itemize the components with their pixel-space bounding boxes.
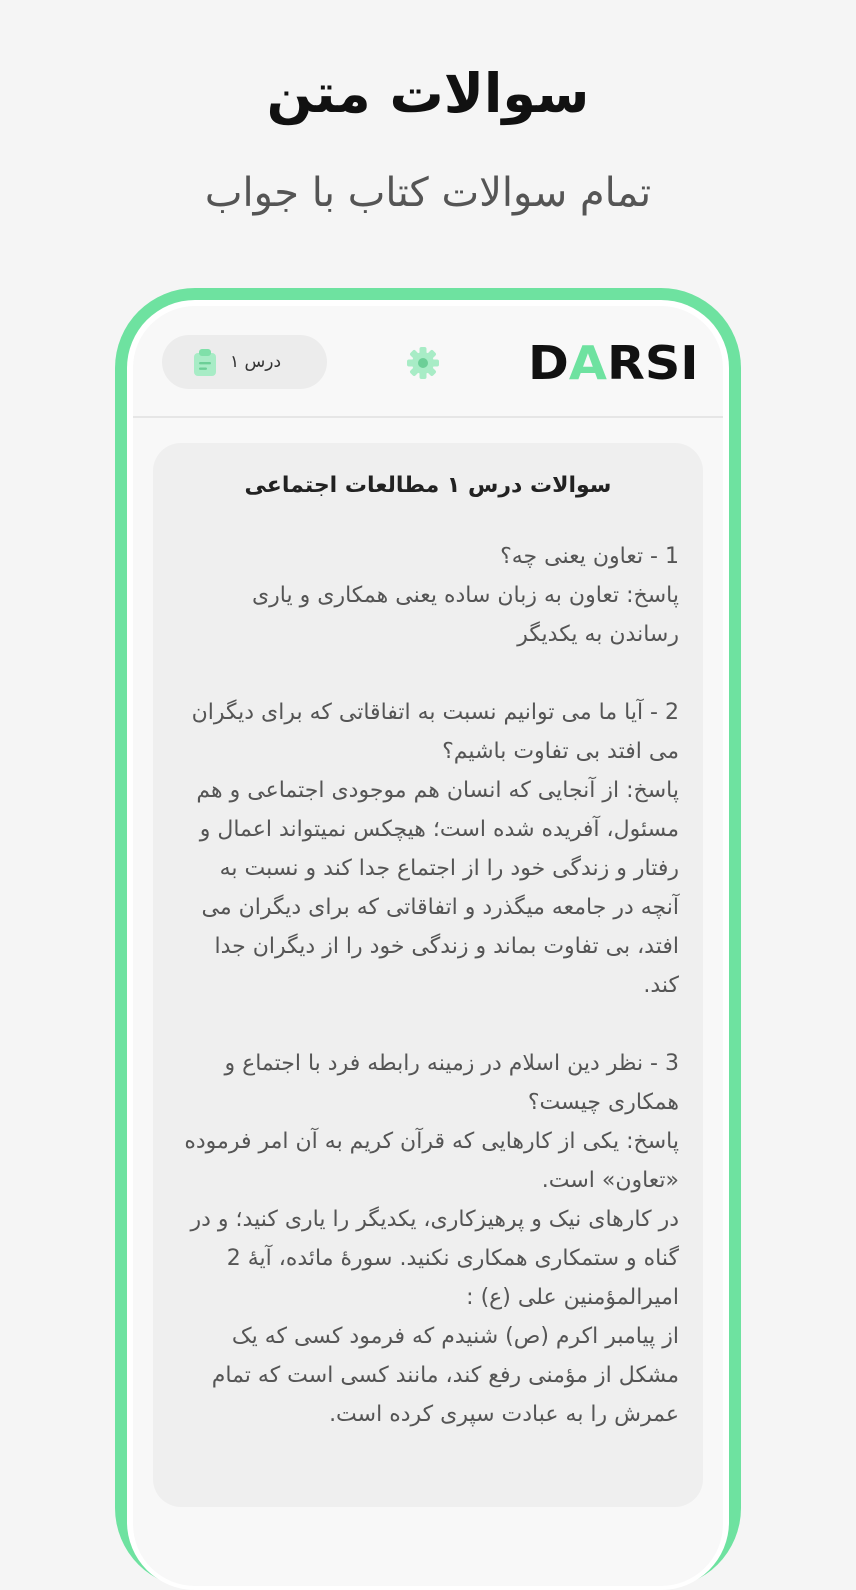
logo-letters-rsi: RSI	[606, 336, 699, 390]
questions-card	[153, 443, 703, 1507]
app-logo	[528, 338, 699, 388]
phone-screen	[127, 300, 729, 1590]
clipboard-icon	[193, 349, 217, 381]
card-title: سوالات درس ۱ مطالعات اجتماعی	[244, 473, 612, 498]
promo-subtitle: تمام سوالات کتاب با جواب	[204, 170, 652, 216]
logo-letter-a: A	[568, 336, 607, 390]
app-screen	[133, 306, 723, 1586]
gear-icon[interactable]	[405, 345, 441, 381]
lesson-selector-button[interactable]	[162, 335, 327, 389]
lesson-label: درس ۱	[230, 352, 282, 372]
promo-title: سوالات متن	[266, 62, 590, 125]
logo-letter-d: D	[528, 336, 569, 390]
phone-frame	[115, 288, 741, 1588]
app-bar	[133, 306, 723, 418]
questions-text: 1 - تعاون یعنی چه؟ پاسخ: تعاون به زبان ساده یعنی همکاری و یاری رساندن به یکدیگر 2 - آیا ما می توانیم نسبت به اتفاقاتی که برای دیگران می افتد بی تفاوت باشیم؟ پاسخ: از آنجایی که انسان هم موجودی اجتماعی و هم مسئول، آفریده شده است؛ هیچکس نمیتواند اعمال و رفتار و زندگی خود را از اجتماع جدا کند و نسبت به آنچه در جامعه میگذرد و اتفاقاتی که برای دیگران می افتد، بی تفاوت بماند و زندگی خود را از دیگران جدا کند. 3 - نظر دین اسلام در زمینه رابطه فرد با اجتماع و همکاری چیست؟ پاسخ: یکی از کارهایی که قرآن کریم به آن امر فرموده «تعاون» است. در کارهای نیک و پرهیزکاری، یکدیگر را یاری کنید؛ و در گناه و ستمکاری همکاری نکنید. سورهٔ مائده، آیهٔ 2 امیرالمؤمنین علی (ع) : از پیامبر اکرم (ص) شنیدم که فرمود کسی که یک مشکل از مؤمنی رفع کند، مانند کسی است که تمام عمرش را به عبادت سپری کرده است.	[184, 544, 679, 1427]
